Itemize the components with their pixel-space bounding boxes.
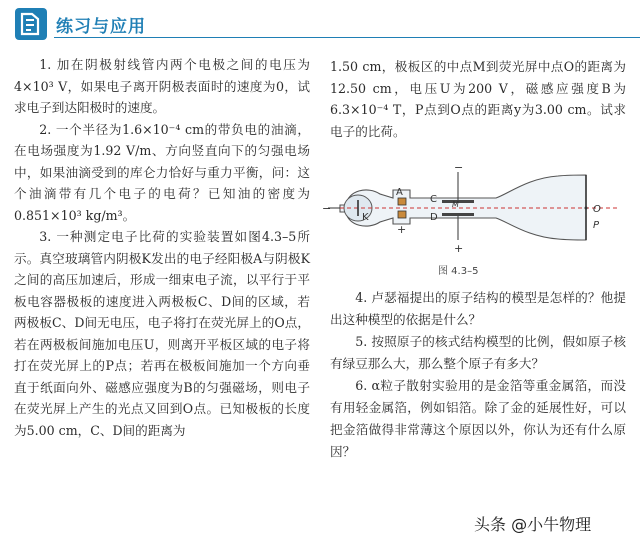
label-O: O: [593, 204, 601, 215]
label-P: P: [593, 220, 600, 231]
plate-D: [442, 213, 474, 216]
right-column-top: [330, 56, 626, 142]
label-M: M: [452, 200, 459, 209]
exercise-3-continued: 1.50 cm，极板区的中点M到荧光屏中点O的距离为12.50 cm，电压U为200 V，磁感应强度B为6.3×10⁻⁴ T，P点到O点的距离y为3.00 cm。试求电子的比荷。: [330, 59, 626, 139]
book-icon: [14, 7, 48, 41]
label-minus-left: −: [322, 202, 332, 215]
label-C: C: [430, 194, 437, 205]
label-D: D: [430, 212, 438, 223]
left-column: [14, 54, 310, 441]
source-watermark: 头条 @小牛物理: [470, 512, 595, 535]
exercise-1: 1. 加在阴极射线管内两个电极之间的电压为4×10³ V，如果电子离开阴极表面时的速度为0，试求电子到达阳极时的速度。: [14, 57, 310, 115]
vacuum-tube-outline: [340, 175, 586, 240]
exercise-5: 5. 按照原子的核式结构模型的比例，假如原子核有绿豆那么大，那么整个原子有多大？: [330, 334, 626, 371]
exercise-6: 6. α粒子散射实验用的是金箔等重金属箔，而没有用轻金属箔，例如铝箔。除了金的延展性好，可以把金箔做得非常薄这个原因以外，你认为还有什么原因？: [330, 378, 626, 459]
label-plus-anode: +: [397, 223, 407, 236]
exercise-2: 2. 一个半径为1.6×10⁻⁴ cm的带负电的油滴，在电场强度为1.92 V/m、方向竖直向下的匀强电场中，如果油滴受到的库仑力恰好与重力平衡，问：这个油滴带有几个电子的电荷？已知油的密度为0.851×10³ kg/m³。: [14, 121, 310, 223]
label-A: A: [396, 187, 403, 198]
exercise-3: 3. 一种测定电子比荷的实验装置如图4.3–5所示。真空玻璃管内阴极K发出的电子经阳极A与阴极K之间的高压加速后，形成一细束电子流，以平行于平板电容器极板的速度进入两极板C、D间的区域，若两极板C、D间无电压，电子将打在荧光屏上的O点，若在两极板间施加电压U，则离开平板区域的电子将打在荧光屏上的P点；若再在极板间施加一个方向垂直于纸面向外、磁感应强度为B的匀强磁场，则电子在荧光屏上产生的光点又回到O点。已知极板的长度为5.00 cm，C、D间的距离为: [14, 229, 310, 438]
label-minus-top: −: [454, 161, 464, 174]
label-plus-bottom: +: [454, 242, 464, 255]
section-header: [0, 0, 640, 48]
exercise-4: 4. 卢瑟福提出的原子结构的模型是怎样的？他提出这种模型的依据是什么？: [330, 290, 626, 327]
label-K: K: [362, 212, 369, 223]
anode-upper: [398, 198, 406, 205]
point-O: [585, 207, 588, 210]
electron-charge-ratio-apparatus-diagram: [318, 160, 638, 258]
figure-caption: 图 4.3–5: [438, 266, 479, 277]
section-title: 练习与应用: [56, 17, 146, 37]
anode-lower: [398, 211, 406, 218]
right-column-bottom: [330, 287, 626, 463]
header-divider: [54, 37, 640, 38]
